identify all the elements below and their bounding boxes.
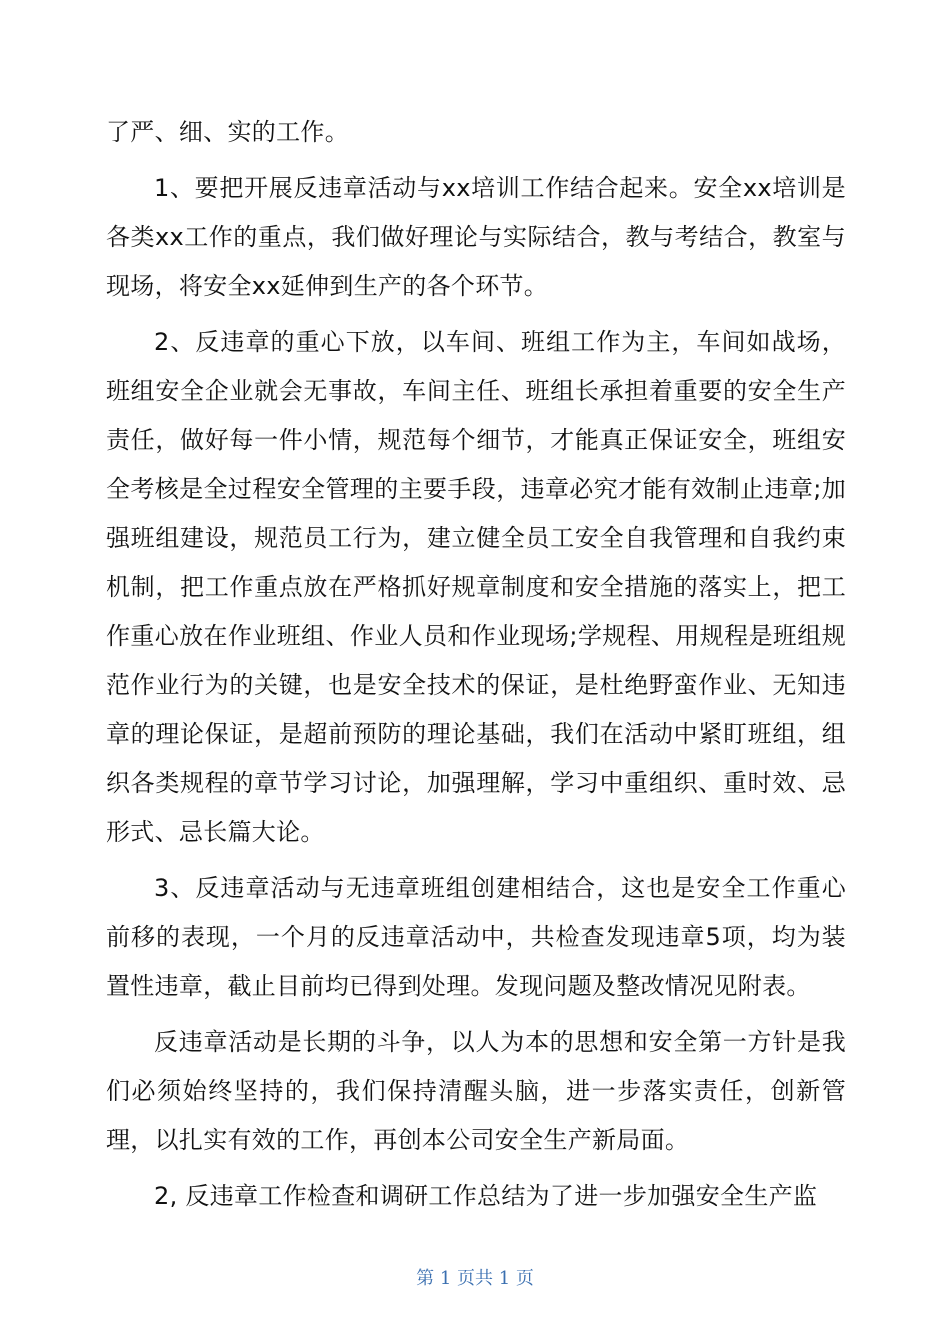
paragraph-3: 2、反违章的重心下放，以车间、班组工作为主，车间如战场，班组安全企业就会无事故，车间主任、班组长承担着重要的安全生产责任，做好每一件小情，规范每个细节，才能真正保证安全，班组安全考核是全过程安全管理的主要手段，违章必究才能有效制止违章;加强班组建设，规范员工行为，建立健全员工安全自我管理和自我约束机制，把工作重点放在严格抓好规章制度和安全措施的落实上，把工作重心放在作业班组、作业人员和作业现场;学规程、用规程是班组规范作业行为的关键，也是安全技术的保证，是杜绝野蛮作业、无知违章的理论保证，是超前预防的理论基础，我们在活动中紧盯班组，组织各类规程的章节学习讨论，加强理解，学习中重组织、重时效、忌形式、忌长篇大论。 <box>106 328 846 846</box>
page-number-footer: 第 1 页共 1 页 <box>416 1268 534 1289</box>
paragraph-4: 3、反违章活动与无违章班组创建相结合，这也是安全工作重心前移的表现，一个月的反违章活动中，共检查发现违章5项，均为装置性违章，截止目前均已得到处理。发现问题及整改情况见附表。 <box>106 874 846 1000</box>
paragraph-5: 反违章活动是长期的斗争，以人为本的思想和安全第一方针是我们必须始终坚持的，我们保持清醒头脑，进一步落实责任，创新管理，以扎实有效的工作，再创本公司安全生产新局面。 <box>106 1028 846 1154</box>
document-body <box>106 108 846 1228</box>
paragraph-2: 1、要把开展反违章活动与xx培训工作结合起来。安全xx培训是各类xx工作的重点，我们做好理论与实际结合，教与考结合，教室与现场，将安全xx延伸到生产的各个环节。 <box>106 174 846 300</box>
paragraph-1: 了严、细、实的工作。 <box>106 118 349 146</box>
paragraph-6: 2, 反违章工作检查和调研工作总结为了进一步加强安全生产监 <box>154 1182 818 1210</box>
